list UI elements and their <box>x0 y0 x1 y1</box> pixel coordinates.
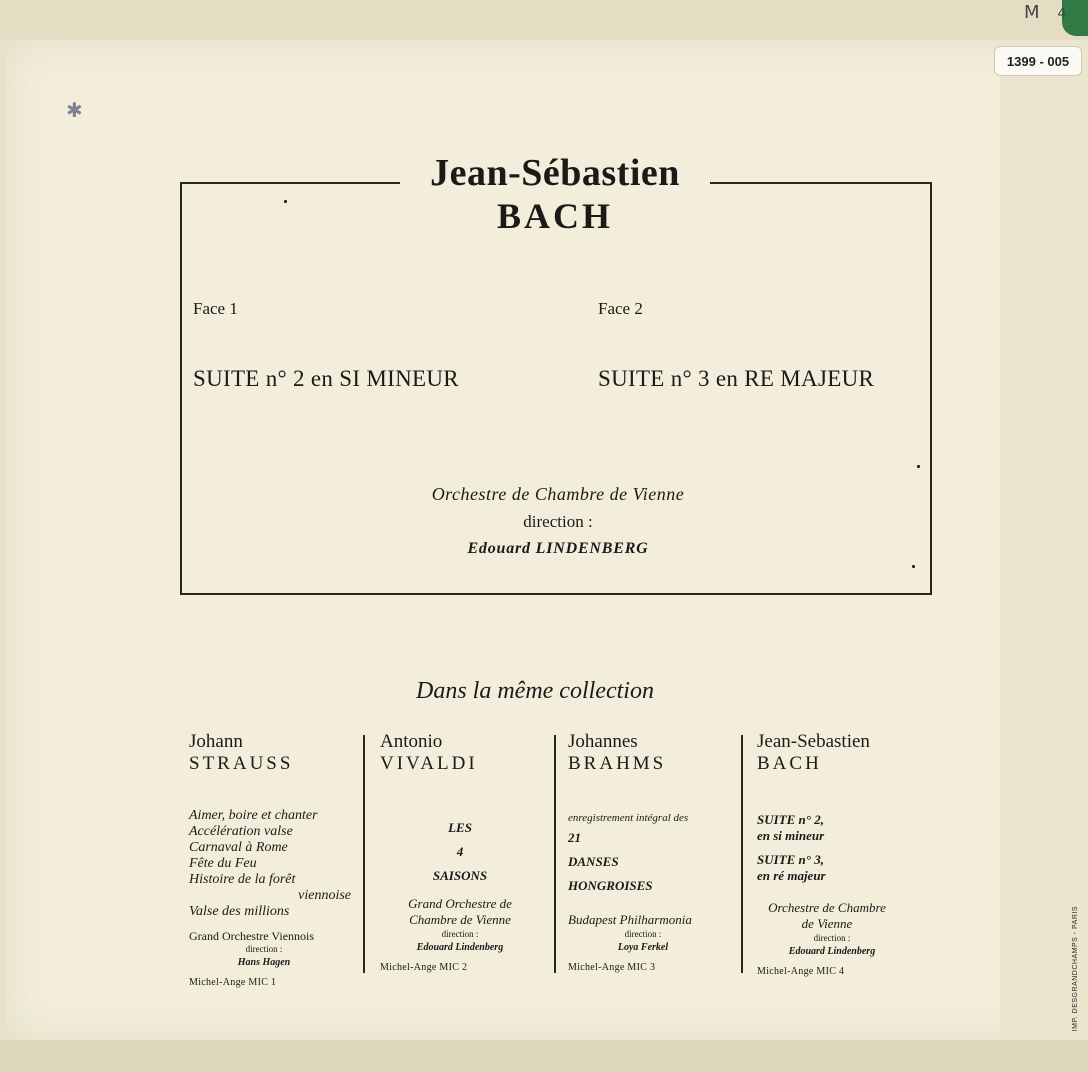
work-item: 21 <box>568 830 581 845</box>
orchestra: Budapest Philharmonia <box>568 912 692 927</box>
conductor: Edouard Lindenberg <box>416 942 504 953</box>
print-speck <box>917 465 920 468</box>
work-item: en si mineur <box>757 828 825 843</box>
work-item: HONGROISES <box>568 878 653 893</box>
work-intro: enregistrement intégral des <box>568 812 689 824</box>
work-item: 4 <box>456 844 464 859</box>
conductor: Hans Hagen <box>237 957 291 968</box>
sleeve-right-edge <box>1000 40 1088 1040</box>
composer-last: BACH <box>757 753 822 774</box>
sleeve-bottom-edge <box>0 1040 1088 1072</box>
work-item: en ré majeur <box>757 868 826 883</box>
face-2-label: Face 2 <box>598 299 643 318</box>
orchestra: Grand Orchestre Viennois <box>189 929 315 943</box>
composer-last: VIVALDI <box>380 753 478 774</box>
work-item: SAISONS <box>432 868 488 883</box>
work-item: DANSES <box>568 854 619 869</box>
collection-heading: Dans la même collection <box>416 678 654 704</box>
orchestra-line-2: Chambre de Vienne <box>409 912 511 927</box>
composer-first: Antonio <box>380 731 443 752</box>
work-item: LES <box>448 820 472 835</box>
print-speck <box>912 565 915 568</box>
composer-first-name: Jean-Sébastien <box>430 152 680 194</box>
catalog-number: Michel-Ange MIC 1 <box>189 977 277 988</box>
composer-first: Jean-Sebastien <box>757 731 870 752</box>
pencil-mark-b: 4 <box>1057 6 1067 22</box>
star-icon: ✱ <box>66 100 83 122</box>
direction-label: direction : <box>245 944 283 954</box>
orchestra-line-1: Orchestre de Chambre <box>768 900 886 915</box>
collection-column-brahms <box>568 732 744 973</box>
work-item: SUITE n° 3, <box>757 852 824 867</box>
conductor: Edouard Lindenberg <box>788 946 876 957</box>
work-item: Carnaval à Rome <box>189 840 288 855</box>
work-item: Valse des millions <box>189 904 290 919</box>
catalog-number: Michel-Ange MIC 4 <box>757 966 845 977</box>
composer-first: Johannes <box>568 731 638 752</box>
face-1-label: Face 1 <box>193 299 238 318</box>
composer-last: BRAHMS <box>568 753 667 774</box>
direction-label: direction : <box>523 512 593 531</box>
orchestra-line-1: Grand Orchestre de <box>408 896 512 911</box>
composer-last: STRAUSS <box>189 753 294 774</box>
work-item: Accélération valse <box>189 824 293 839</box>
collection-column-bach <box>757 732 933 977</box>
work-item: viennoise <box>298 888 351 903</box>
pencil-mark-a: M <box>1024 2 1040 23</box>
work-item: Fête du Feu <box>189 856 257 871</box>
orchestra-name: Orchestre de Chambre de Vienne <box>431 484 685 504</box>
composer-last-name: BACH <box>496 196 613 236</box>
collection-column-vivaldi <box>380 732 556 973</box>
face-2-title: SUITE n° 3 en RE MAJEUR <box>598 366 875 391</box>
composer-first: Johann <box>189 731 243 752</box>
direction-label: direction : <box>813 933 851 943</box>
work-item: Aimer, boire et chanter <box>189 808 318 823</box>
direction-label: direction : <box>624 929 662 939</box>
collection-column-strauss <box>189 732 365 988</box>
catalog-number: Michel-Ange MIC 2 <box>380 962 468 973</box>
work-item: Histoire de la forêt <box>189 872 296 887</box>
sleeve-top-edge <box>0 0 1088 40</box>
orchestra-line-2: de Vienne <box>801 916 853 931</box>
printer-credit: IMP. DESGRANDCHAMPS - PARIS <box>1072 906 1079 1032</box>
print-speck <box>284 200 287 203</box>
catalog-sticker: 1399 - 005 <box>994 46 1082 76</box>
work-item: SUITE n° 2, <box>757 812 824 827</box>
conductor-name: Edouard LINDENBERG <box>467 540 649 557</box>
catalog-number: Michel-Ange MIC 3 <box>568 962 656 973</box>
conductor: Loya Ferkel <box>617 942 669 953</box>
composer-heading <box>400 150 710 236</box>
face-1-title: SUITE n° 2 en SI MINEUR <box>193 366 459 391</box>
direction-label: direction : <box>441 929 479 939</box>
pencil-annotation <box>1024 2 1066 23</box>
